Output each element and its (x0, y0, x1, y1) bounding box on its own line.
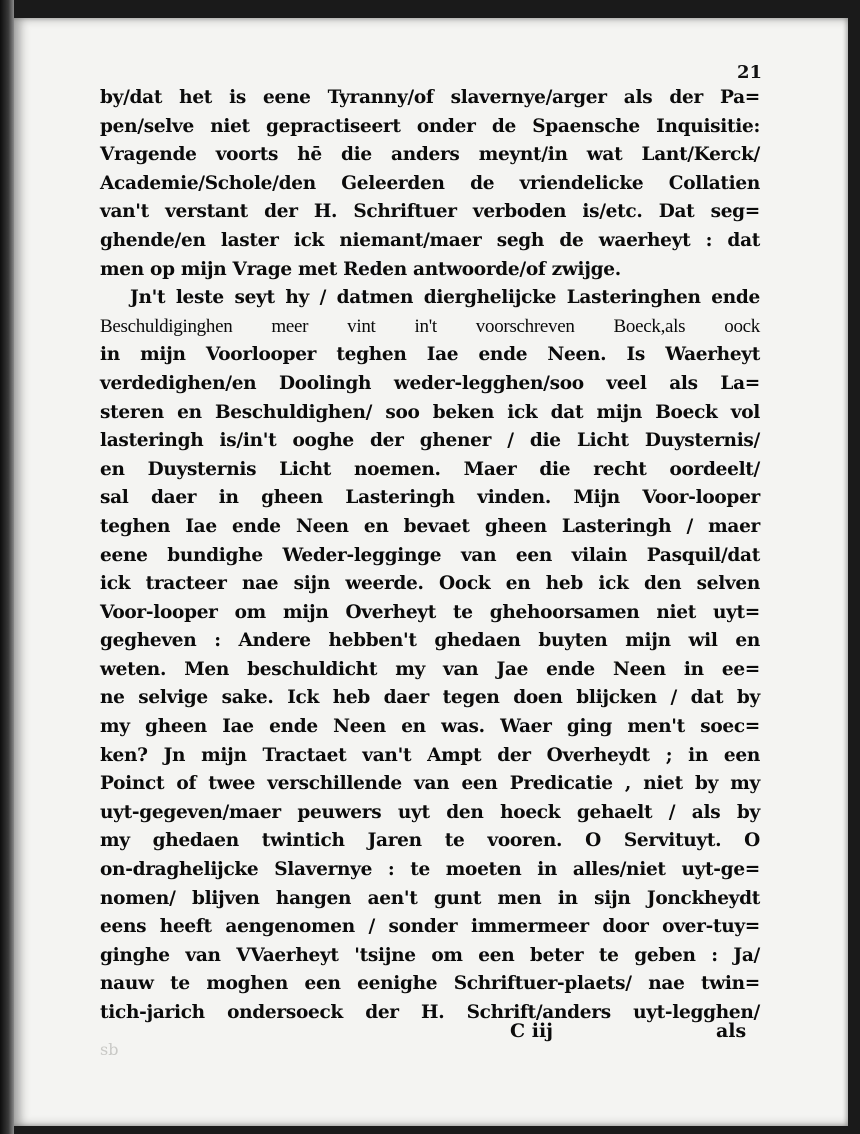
text-line: eens heeft aengenomen / sonder immermeer door over-tuy= (100, 916, 760, 938)
text-line: steren en Beschuldighen/ soo beken ick dat mijn Boeck vol (100, 401, 760, 423)
text-line: my ghedaen twintich Jaren te vooren. O Servituyt. O (100, 830, 760, 852)
text-line: eene bundighe Weder-legginge van een vilain Pasquil/dat (100, 544, 760, 566)
text-line: ken? Jn mijn Tractaet van't Ampt der Overheydt ; in een (100, 744, 760, 766)
text-line: sal daer in gheen Lasteringh vinden. Mijn Voor-looper (100, 487, 760, 509)
text-line: ghende/en laster ick niemant/maer segh de waerheyt : dat (100, 229, 760, 251)
catchword: als (716, 1020, 747, 1042)
text-line: ne selvige sake. Ick heb daer tegen doen blijcken / dat by (100, 687, 760, 709)
book-spine-shadow (0, 0, 14, 1134)
text-line: my gheen Iae ende Neen en was. Waer ging men't soec= (100, 716, 760, 738)
body-text (100, 84, 760, 1028)
text-line: lasteringh is/in't ooghe der ghener / die Licht Duysternis/ (100, 430, 760, 452)
text-line: men op mijn Vrage met Reden antwoorde/of zwijge. (100, 258, 621, 280)
text-line: Jn't leste seyt hy / datmen dierghelijcke Lasteringhen ende (130, 287, 760, 309)
text-line: Poinct of twee verschillende van een Predicatie , niet by my (100, 773, 760, 795)
text-line: gegheven : Andere hebben't ghedaen buyten mijn wil en (100, 630, 760, 652)
text-line: ginghe van VVaerheyt 'tsijne om een beter te geben : Ja/ (100, 944, 760, 966)
text-line: Vragende voorts hē die anders meynt/in wat Lant/Kerck/ (100, 144, 760, 166)
text-line: nomen/ blijven hangen aen't gunt men in sijn Jonckheydt (100, 887, 760, 909)
text-line: pen/selve niet gepractiseert onder de Spaensche Inquisitie: (100, 115, 760, 137)
book-page (14, 18, 848, 1126)
bleed-through-text: sb (100, 1040, 119, 1059)
text-line: on-draghelijcke Slavernye : te moeten in alles/niet uyt-ge= (100, 859, 760, 881)
text-line: weten. Men beschuldicht my van Jae ende Neen in ee= (100, 658, 760, 680)
text-line: Academie/Schole/den Geleerden de vriendelicke Collatien (100, 172, 760, 194)
text-line: nauw te moghen een eenighe Schriftuer-plaets/ nae twin= (100, 973, 760, 995)
text-line: tich-jarich ondersoeck der H. Schrift/anders uyt-legghen/ (100, 1002, 760, 1023)
text-line: verdedighen/en Doolingh weder-legghen/soo veel als La= (100, 372, 760, 394)
text-line: van't verstant der H. Schriftuer verboden is/etc. Dat seg= (100, 201, 760, 223)
text-line: uyt-gegeven/maer peuwers uyt den hoeck gehaelt / als by (100, 801, 760, 823)
signature-mark: C iij (510, 1020, 554, 1042)
text-line: by/dat het is eene Tyranny/of slavernye/arger als der Pa= (100, 87, 760, 108)
text-line: Beschuldiginghen meer vint in't voorschreven Boeck,als oock (100, 315, 760, 337)
page-number: 21 (736, 62, 762, 83)
text-line: teghen Iae ende Neen en bevaet gheen Lasteringh / maer (100, 515, 760, 537)
text-line: en Duysternis Licht noemen. Maer die recht oordeelt/ (100, 458, 760, 480)
text-line: in mijn Voorlooper teghen Iae ende Neen. Is Waerheyt (100, 344, 760, 366)
text-line: Voor-looper om mijn Overheyt te ghehoorsamen niet uyt= (100, 601, 760, 623)
text-line: ick tracteer nae sijn weerde. Oock en heb ick den selven (100, 573, 760, 595)
